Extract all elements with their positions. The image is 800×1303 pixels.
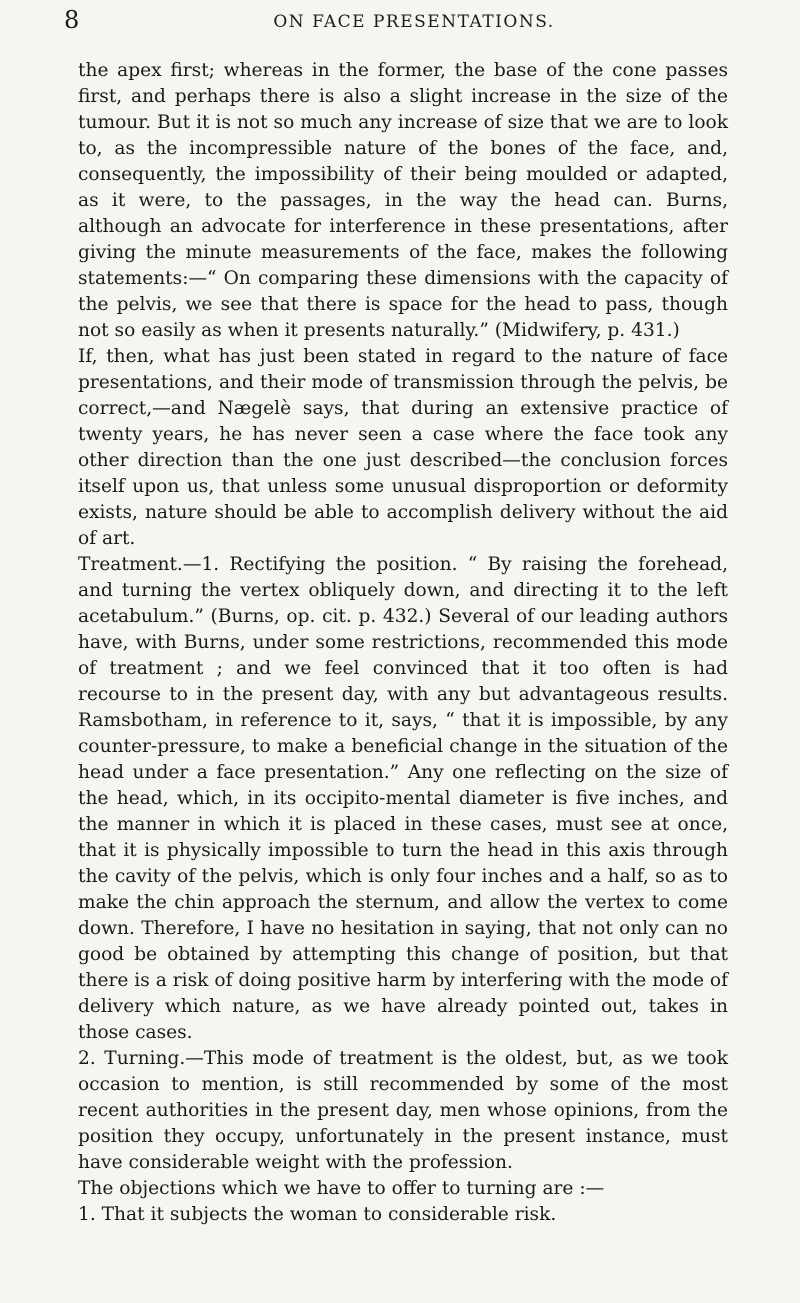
body-text	[78, 58, 728, 1228]
paragraph-face-presentations: If, then, what has just been stated in regard to the nature of face presentations, and their mode of transmission through the pelvis, be correct,—and Nægelè says, that during an extensive practice of twenty years, he has never seen a case where the face took any other direction than the one just described—the conclusion forces itself upon us, that unless some unusual disproportion or deformity exists, nature should be able to accomplish delivery without the aid of art.	[78, 346, 728, 549]
paragraph-objection-1: 1. That it subjects the woman to considerable risk.	[78, 1204, 557, 1225]
running-head: ON FACE PRESENTATIONS.	[273, 12, 555, 32]
page-header	[64, 6, 764, 46]
paragraph-treatment-rectifying: Treatment.—1. Rectifying the position. “ By raising the forehead, and turning the vertex obliquely down, and directing it to the left acetabulum.” (Burns, op. cit. p. 432.) Several of our leading authors have, with Burns, under some restrictions, recommended this mode of treatment ; and we feel convinced that it too often is had recourse to in the present day, with any but advantageous results. Ramsbotham, in reference to it, says, “ that it is impossible, by any counter-pressure, to make a beneficial change in the situation of the head under a face presentation.” Any one reflecting on the size of the head, which, in its occipito-mental diameter is five inches, and the manner in which it is placed in these cases, must see at once, that it is physically impossible to turn the head in this axis through the cavity of the pelvis, which is only four inches and a half, so as to make the chin approach the sternum, and allow the vertex to come down. Therefore, I have no hesitation in saying, that not only can no good be obtained by attempting this change of position, but that there is a risk of doing positive harm by interfering with the mode of delivery which nature, as we have already pointed out, takes in those cases.	[78, 554, 728, 1043]
paragraph-continuation: the apex first; whereas in the former, the base of the cone passes first, and perhaps there is also a slight increase in the size of the tumour. But it is not so much any increase of size that we are to look to, as the incompressible nature of the bones of the face, and, consequently, the impossibility of their being moulded or adapted, as it were, to the passages, in the way the head can. Burns, although an advocate for interference in these presentations, after giving the minute measurements of the face, makes the following statements:—“ On comparing these dimensions with the capacity of the pelvis, we see that there is space for the head to pass, though not so easily as when it presents naturally.” (Midwifery, p. 431.)	[78, 60, 728, 341]
page-number: 8	[64, 6, 80, 34]
paragraph-turning: 2. Turning.—This mode of treatment is the oldest, but, as we took occasion to mention, is still recommended by some of the most recent authorities in the present day, men whose opinions, from the position they occupy, unfortunately in the present instance, must have considerable weight with the profession.	[78, 1048, 728, 1173]
paragraph-objections: The objections which we have to offer to turning are :—	[78, 1178, 605, 1199]
